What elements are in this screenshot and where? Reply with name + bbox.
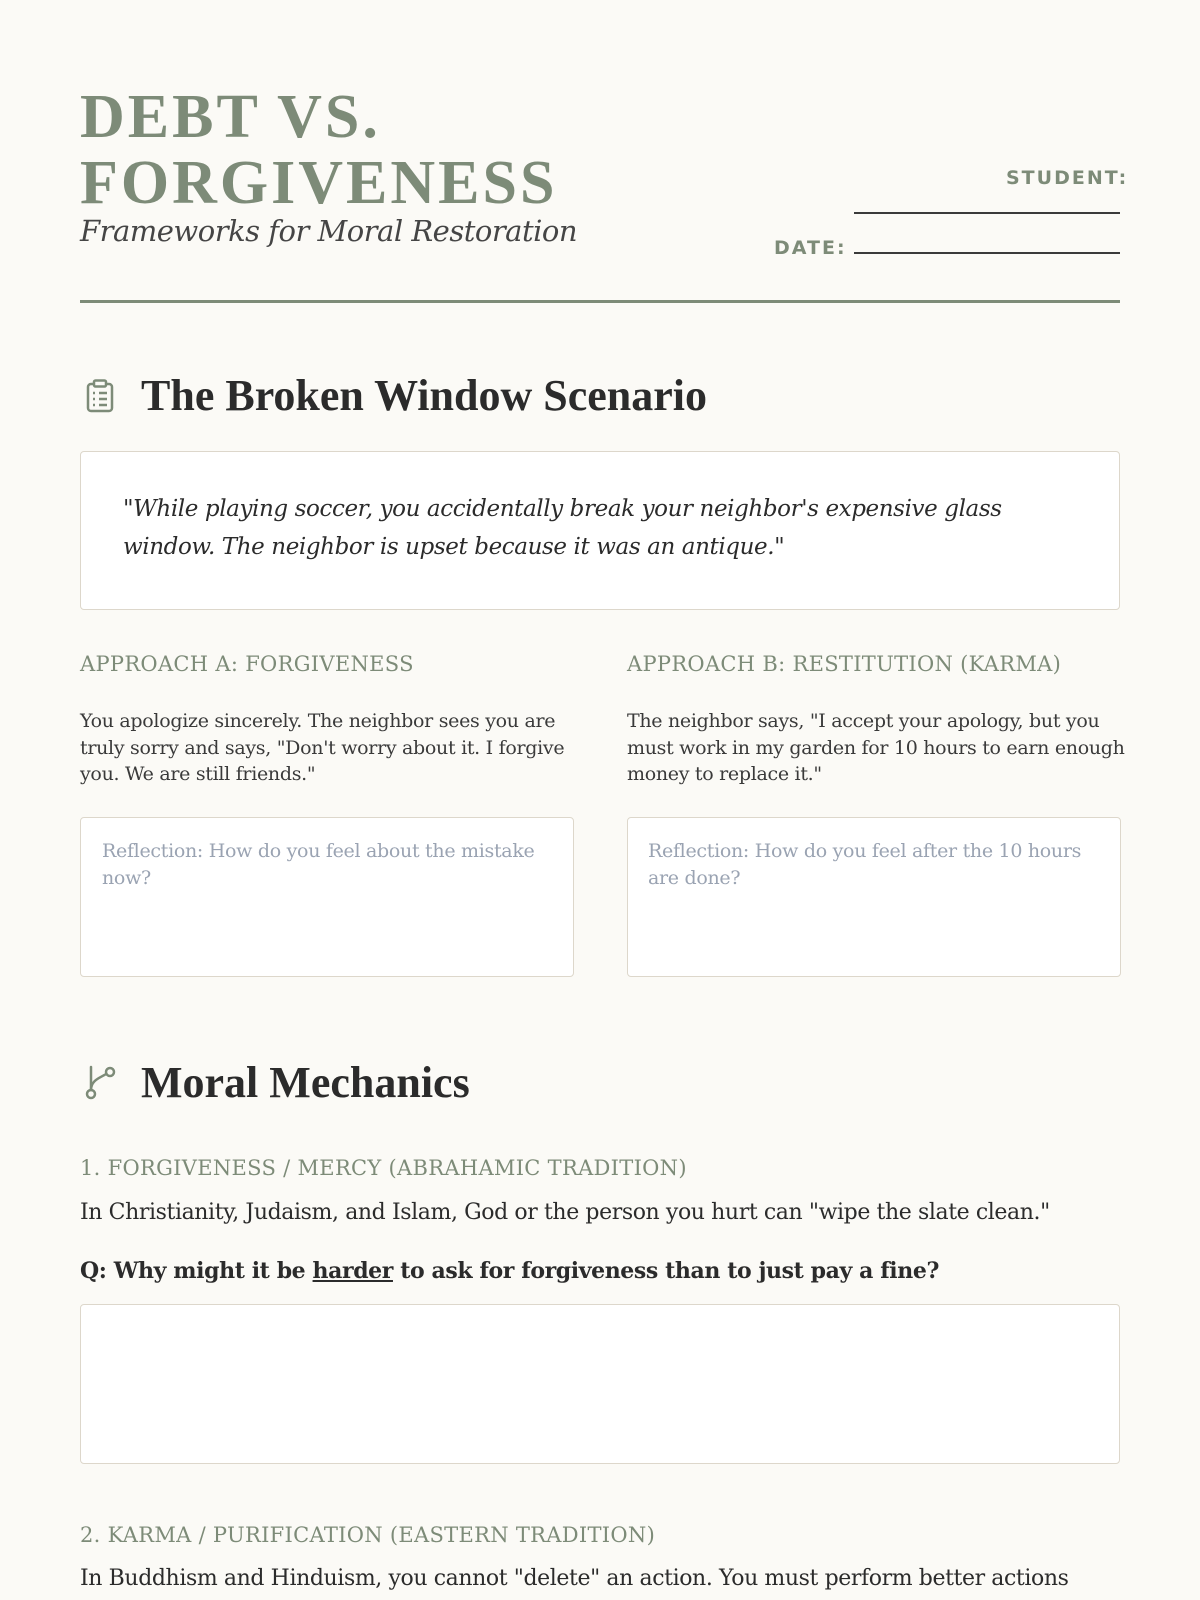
mechanic-1-title: 1. FORGIVENESS / MERCY (ABRAHAMIC TRADITION) — [80, 1156, 687, 1180]
mechanic-2-text: In Buddhism and Hinduism, you cannot "delete" an action. You must perform better actions — [80, 1566, 1069, 1591]
mechanics-title: Moral Mechanics — [141, 1058, 470, 1107]
mechanic-1-text: In Christianity, Judaism, and Islam, God or the person you hurt can "wipe the slate clean." — [80, 1200, 1050, 1225]
header-divider — [80, 300, 1120, 303]
title-line-1: DEBT VS. — [80, 83, 381, 151]
student-name-field[interactable] — [854, 212, 1120, 214]
date-field[interactable] — [854, 252, 1120, 254]
page-title — [80, 84, 640, 216]
approach-b-text: The neighbor says, "I accept your apology, but you must work in my garden for 10 hours to earn enough money to replace it." — [627, 710, 1125, 785]
date-label: DATE: — [774, 237, 847, 259]
scenario-title: The Broken Window Scenario — [141, 371, 708, 420]
student-label: STUDENT: — [1006, 167, 1129, 189]
page-subtitle: Frameworks for Moral Restoration — [80, 214, 578, 248]
reflection-b-prompt: Reflection: How do you feel after the 10 hours are done? — [648, 840, 1082, 889]
mechanic-1-question — [80, 1258, 939, 1284]
question-suffix: to ask for forgiveness than to just pay a fine? — [392, 1258, 939, 1284]
title-line-2: FORGIVENESS — [80, 149, 558, 217]
question-prefix: Q: Why might it be — [80, 1258, 313, 1284]
answer-box[interactable] — [80, 1304, 1120, 1464]
branch-icon — [82, 1064, 118, 1100]
approach-a-title: APPROACH A: FORGIVENESS — [80, 652, 414, 676]
clipboard-icon — [82, 378, 118, 414]
question-emphasis: harder — [312, 1258, 393, 1284]
scenario-quote: "While playing soccer, you accidentally break your neighbor's expensive glass window. The neighbor is upset because it was an antique." — [123, 496, 1002, 560]
mechanic-2-title: 2. KARMA / PURIFICATION (EASTERN TRADITION) — [80, 1523, 656, 1547]
reflection-a-prompt: Reflection: How do you feel about the mistake now? — [102, 840, 535, 889]
approach-a-text: You apologize sincerely. The neighbor sees you are truly sorry and says, "Don't worry about it. I forgive you. We are still friends." — [80, 710, 565, 785]
approach-b-title: APPROACH B: RESTITUTION (KARMA) — [627, 652, 1062, 676]
